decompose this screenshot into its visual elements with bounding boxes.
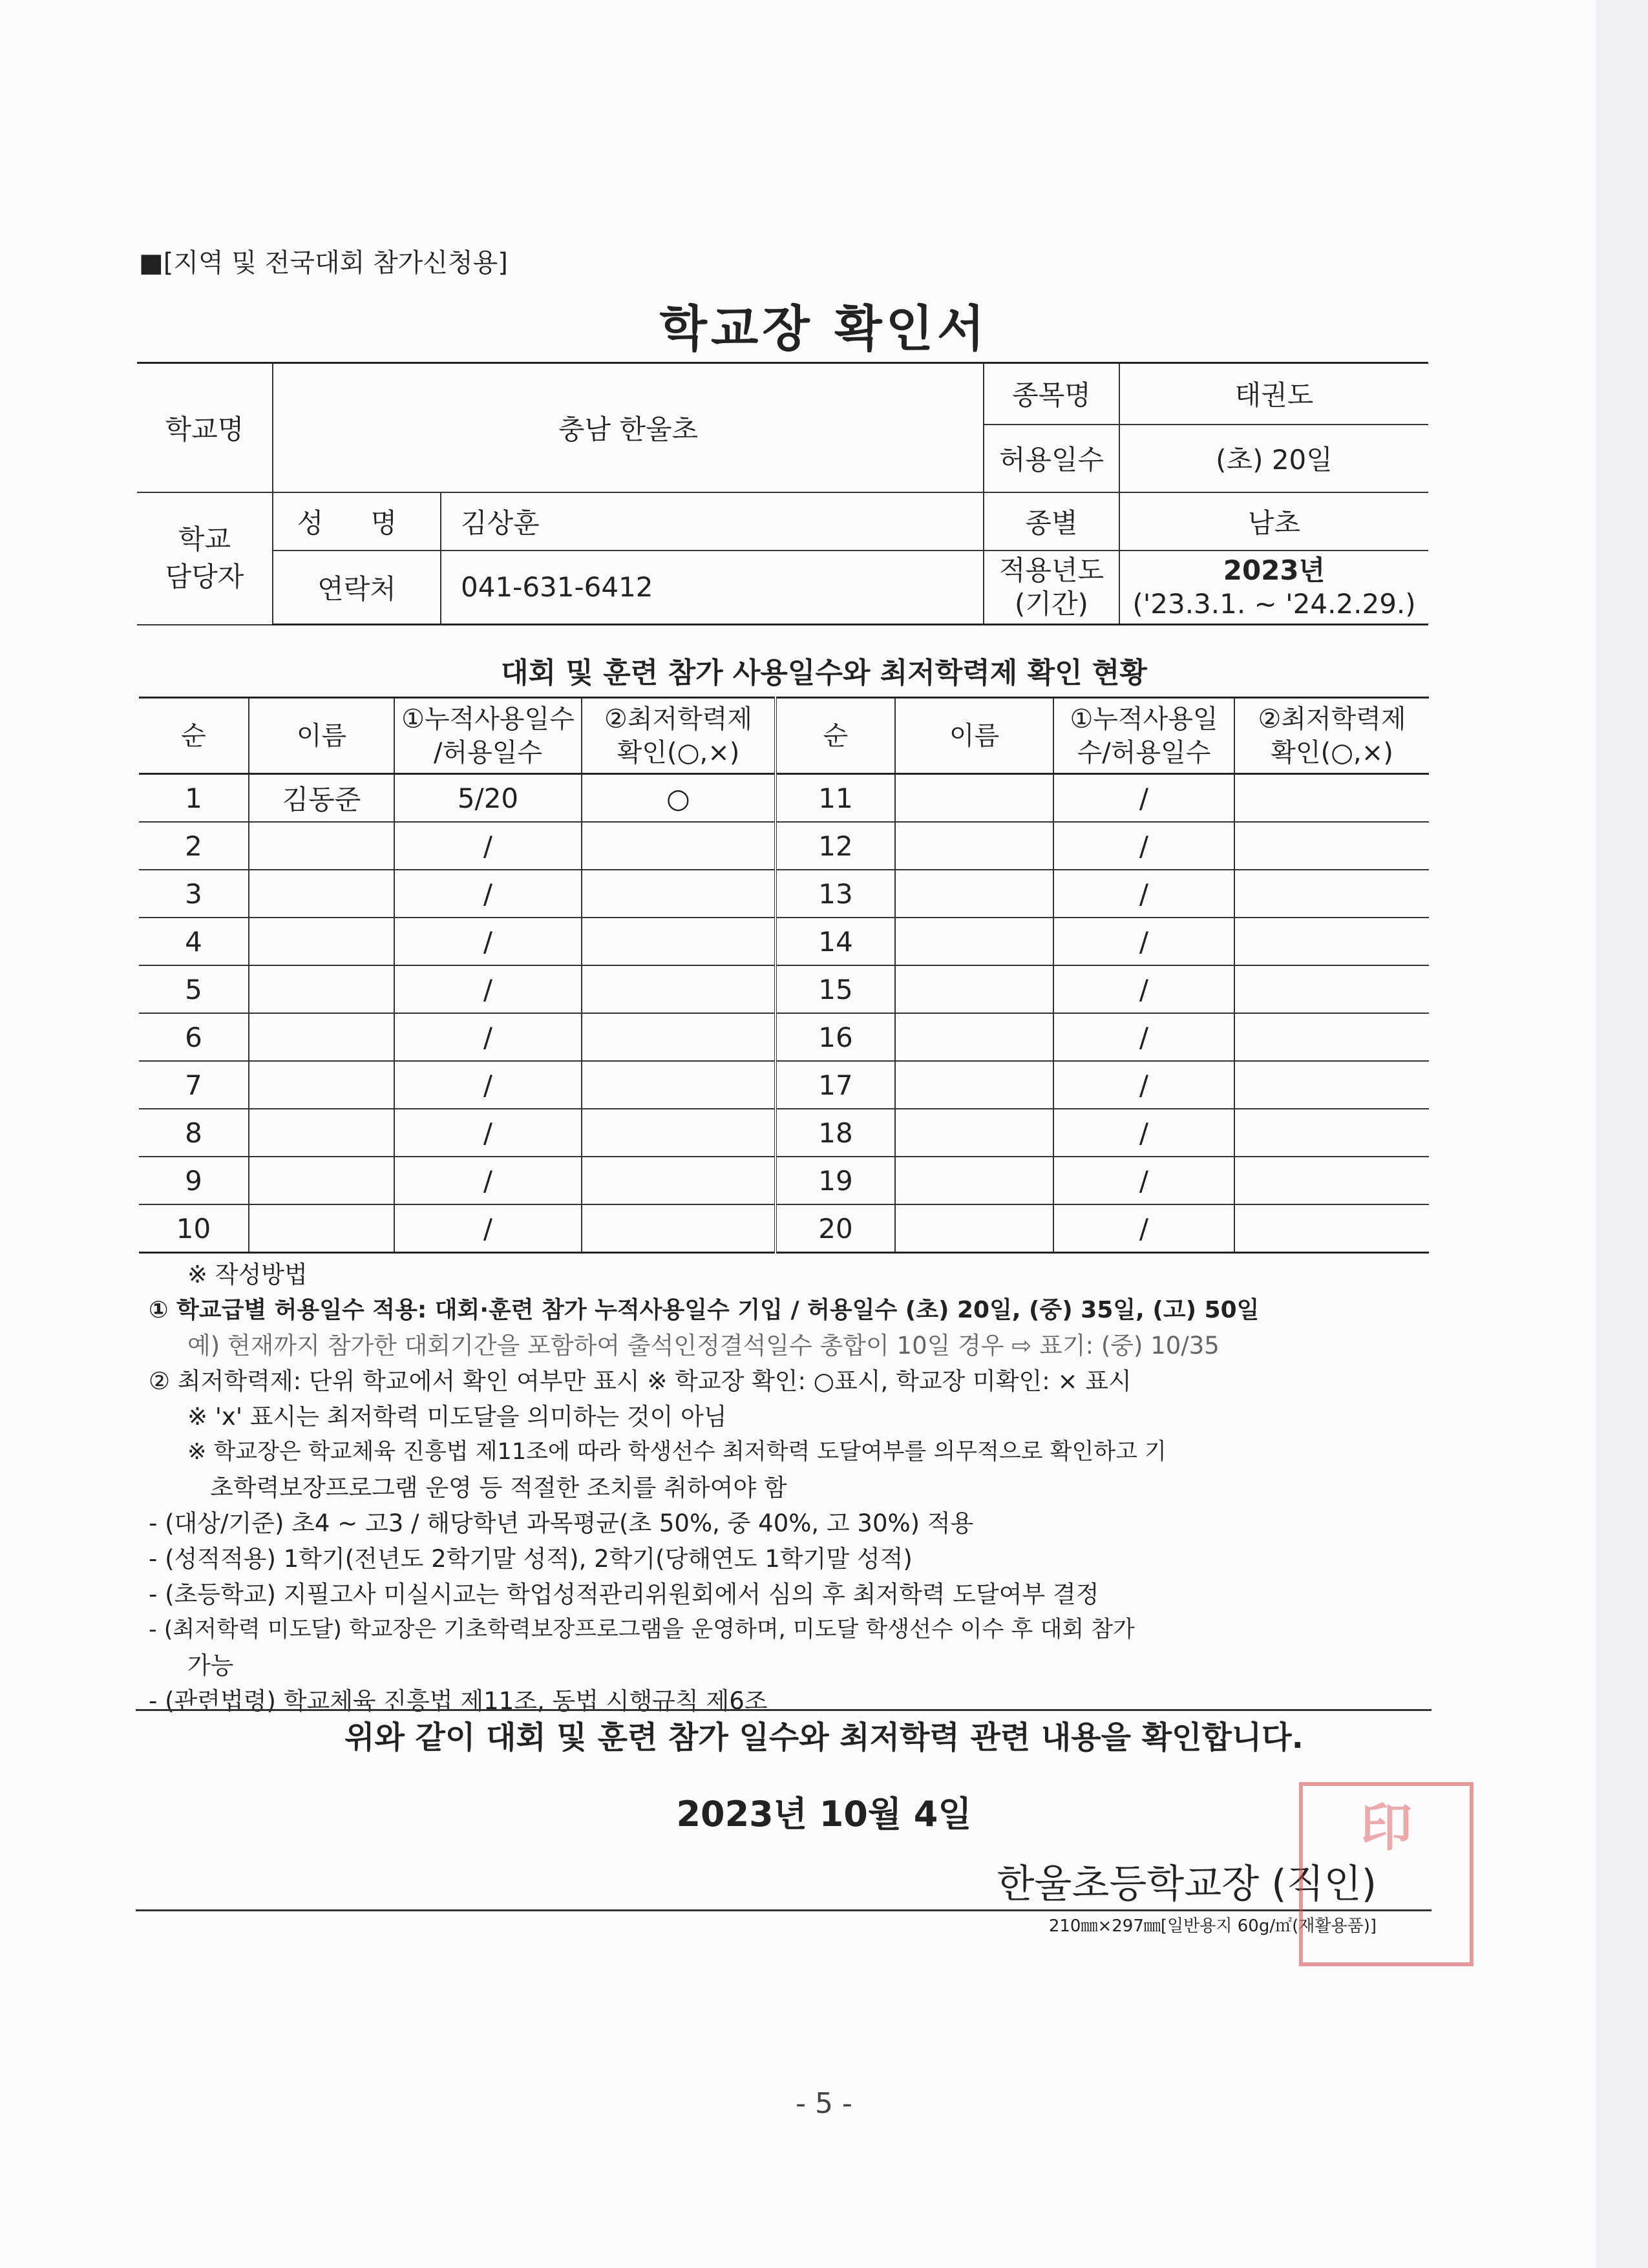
- student-name: [249, 822, 394, 870]
- athlete-status-table: [139, 697, 1429, 1254]
- student-name: [249, 1109, 394, 1157]
- table-header-row: [139, 698, 1429, 774]
- days-used: /: [394, 870, 582, 918]
- row-number: 3: [139, 870, 249, 918]
- row-number: 4: [139, 918, 249, 965]
- section-title: 대회 및 훈련 참가 사용일수와 최저학력제 확인 현황: [501, 656, 1147, 689]
- days-used: /: [394, 1061, 582, 1109]
- detail-grades: - (성적적용) 1학기(전년도 2학기말 성적), 2학기(당해연도 1학기말 성적): [149, 1545, 913, 1573]
- row-number: 12: [776, 822, 895, 870]
- days-used: /: [1053, 1157, 1234, 1204]
- row-number: 2: [139, 822, 249, 870]
- academic-check: [1234, 918, 1429, 965]
- table-row: [139, 965, 1429, 1013]
- academic-check: [582, 918, 776, 965]
- academic-check: [582, 1204, 776, 1253]
- detail-target: - (대상/기준) 초4 ~ 고3 / 해당학년 과목평균(초 50%, 중 40%, 고 30%) 적용: [149, 1509, 974, 1537]
- form-type-tag: ■[지역 및 전국대회 참가신청용]: [139, 248, 508, 278]
- academic-check: [1234, 965, 1429, 1013]
- row-number: 7: [139, 1061, 249, 1109]
- student-name: [895, 1013, 1053, 1061]
- header-no: 순: [776, 698, 895, 774]
- days-used: /: [394, 1109, 582, 1157]
- row-number: 13: [776, 870, 895, 918]
- paper-spec: 210㎜×297㎜[일반용지 60g/㎡(재활용품)]: [1048, 1916, 1377, 1936]
- header-no: 순: [139, 698, 249, 774]
- name-value: 김상훈: [441, 492, 984, 551]
- days-used: /: [1053, 918, 1234, 965]
- row-number: 11: [776, 774, 895, 823]
- days-used: /: [1053, 1061, 1234, 1109]
- note-min-academic: ② 최저학력제: 단위 학교에서 확인 여부만 표시 ※ 학교장 확인: ○표시, 학교장 미확인: × 표시: [149, 1367, 1132, 1395]
- academic-check: [582, 1013, 776, 1061]
- note-allowed-days: ① 학교급별 허용일수 적용: 대회·훈련 참가 누적사용일수 기입 / 허용일수 (초) 20일, (중) 35일, (고) 50일: [149, 1297, 1260, 1323]
- academic-check: [1234, 774, 1429, 823]
- year-value: 2023년: [1223, 554, 1326, 586]
- student-name: [249, 1157, 394, 1204]
- table-row: [139, 774, 1429, 823]
- principal-signature: 한울초등학교장 (직인): [997, 1862, 1377, 1907]
- student-name: 김동준: [249, 774, 394, 823]
- academic-check: [582, 822, 776, 870]
- allowed-days-label: 허용일수: [984, 425, 1119, 492]
- academic-check: [1234, 1013, 1429, 1061]
- student-name: [249, 1061, 394, 1109]
- student-name: [895, 1204, 1053, 1253]
- name-label: 성 명: [273, 492, 441, 551]
- issue-date: 2023년 10월 4일: [676, 1794, 972, 1834]
- days-used: /: [394, 1157, 582, 1204]
- academic-check: [582, 1061, 776, 1109]
- student-name: [895, 870, 1053, 918]
- student-name: [895, 918, 1053, 965]
- days-used: 5/20: [394, 774, 582, 823]
- header-name: 이름: [895, 698, 1053, 774]
- note-principal-duty-cont: 초학력보장프로그램 운영 등 적절한 조치를 취하여야 함: [210, 1474, 787, 1502]
- academic-check: [582, 965, 776, 1013]
- note-example: 예) 현재까지 참가한 대회기간을 포함하여 출석인정결석일수 총합이 10일 경우 ⇨ 표기: (중) 10/35: [187, 1332, 1220, 1360]
- row-number: 9: [139, 1157, 249, 1204]
- bleed-through-text: [145, 147, 152, 170]
- academic-check: ○: [582, 774, 776, 823]
- note-principal-duty: ※ 학교장은 학교체육 진흥법 제11조에 따라 학생선수 최저학력 도달여부를 의무적으로 확인하고 기: [187, 1439, 1167, 1465]
- academic-check: [1234, 870, 1429, 918]
- days-used: /: [1053, 1204, 1234, 1253]
- detail-law: - (관련법령) 학교체육 진흥법 제11조, 동법 시행규칙 제6조: [149, 1687, 768, 1715]
- scan-edge: [1596, 0, 1648, 2268]
- row-number: 8: [139, 1109, 249, 1157]
- header-days: ①누적사용일수 /허용일수: [394, 698, 582, 774]
- days-used: /: [1053, 870, 1234, 918]
- academic-check: [582, 1109, 776, 1157]
- school-info-table: [137, 362, 1428, 625]
- category-label: 종별: [984, 492, 1119, 551]
- academic-check: [582, 1157, 776, 1204]
- notes-heading: ※ 작성방법: [187, 1261, 308, 1288]
- days-used: /: [394, 822, 582, 870]
- header-days: ①누적사용일 수/허용일수: [1053, 698, 1234, 774]
- days-used: /: [394, 918, 582, 965]
- notes-divider: [136, 1709, 1431, 1711]
- academic-check: [1234, 1061, 1429, 1109]
- student-name: [895, 1109, 1053, 1157]
- page-number: - 5 -: [796, 2087, 852, 2120]
- row-number: 16: [776, 1013, 895, 1061]
- header-check: ②최저학력제 확인(○,×): [1234, 698, 1429, 774]
- student-name: [249, 1013, 394, 1061]
- row-number: 19: [776, 1157, 895, 1204]
- header-name: 이름: [249, 698, 394, 774]
- days-used: /: [394, 1013, 582, 1061]
- confirmation-statement: 위와 같이 대회 및 훈련 참가 일수와 최저학력 관련 내용을 확인합니다.: [344, 1719, 1304, 1756]
- row-number: 14: [776, 918, 895, 965]
- student-name: [895, 965, 1053, 1013]
- row-number: 20: [776, 1204, 895, 1253]
- table-row: [139, 918, 1429, 965]
- writing-instructions: [149, 1257, 1435, 1719]
- student-name: [249, 870, 394, 918]
- year-label: 적용년도 (기간): [984, 551, 1119, 625]
- student-name: [895, 1157, 1053, 1204]
- footer-divider: [136, 1909, 1431, 1911]
- contact-label: 학교 담당자: [137, 492, 273, 625]
- row-number: 18: [776, 1109, 895, 1157]
- table-row: [139, 1013, 1429, 1061]
- table-row: [139, 1109, 1429, 1157]
- days-used: /: [1053, 774, 1234, 823]
- document-title: 학교장 확인서: [659, 300, 989, 357]
- row-number: 1: [139, 774, 249, 823]
- school-label: 학교명: [137, 363, 273, 492]
- student-name: [895, 822, 1053, 870]
- student-name: [895, 774, 1053, 823]
- row-number: 15: [776, 965, 895, 1013]
- detail-not-reached: - (최저학력 미도달) 학교장은 기초학력보장프로그램을 운영하며, 미도달 학생선수 이수 후 대회 참가: [149, 1617, 1135, 1643]
- table-row: [139, 1204, 1429, 1253]
- table-row: [139, 1157, 1429, 1204]
- official-seal-stamp: 印: [1299, 1782, 1474, 1966]
- row-number: 17: [776, 1061, 895, 1109]
- academic-check: [1234, 1204, 1429, 1253]
- school-value: 충남 한울초: [273, 363, 984, 492]
- category-value: 남초: [1119, 492, 1428, 551]
- detail-not-reached-cont: 가능: [187, 1652, 234, 1679]
- phone-label: 연락처: [273, 551, 441, 625]
- days-used: /: [394, 965, 582, 1013]
- allowed-days-value: (초) 20일: [1119, 425, 1428, 492]
- student-name: [249, 965, 394, 1013]
- row-number: 6: [139, 1013, 249, 1061]
- row-number: 10: [139, 1204, 249, 1253]
- days-used: /: [1053, 822, 1234, 870]
- student-name: [249, 1204, 394, 1253]
- header-check: ②최저학력제 확인(○,×): [582, 698, 776, 774]
- days-used: /: [1053, 965, 1234, 1013]
- academic-check: [1234, 822, 1429, 870]
- year-cell: [1119, 551, 1428, 625]
- academic-check: [1234, 1157, 1429, 1204]
- academic-check: [1234, 1109, 1429, 1157]
- sport-value: 태권도: [1119, 363, 1428, 425]
- days-used: /: [1053, 1109, 1234, 1157]
- student-name: [249, 918, 394, 965]
- student-name: [895, 1061, 1053, 1109]
- table-row: [139, 870, 1429, 918]
- note-x-meaning: ※ 'x' 표시는 최저학력 미도달을 의미하는 것이 아님: [187, 1403, 727, 1431]
- academic-check: [582, 870, 776, 918]
- table-row: [139, 822, 1429, 870]
- row-number: 5: [139, 965, 249, 1013]
- days-used: /: [1053, 1013, 1234, 1061]
- detail-elementary: - (초등학교) 지필고사 미실시교는 학업성적관리위원회에서 심의 후 최저학력 도달여부 결정: [149, 1580, 1099, 1608]
- period-value: ('23.3.1. ~ '24.2.29.): [1132, 587, 1416, 620]
- sport-label: 종목명: [984, 363, 1119, 425]
- days-used: /: [394, 1204, 582, 1253]
- phone-value: 041-631-6412: [441, 551, 984, 625]
- table-row: [139, 1061, 1429, 1109]
